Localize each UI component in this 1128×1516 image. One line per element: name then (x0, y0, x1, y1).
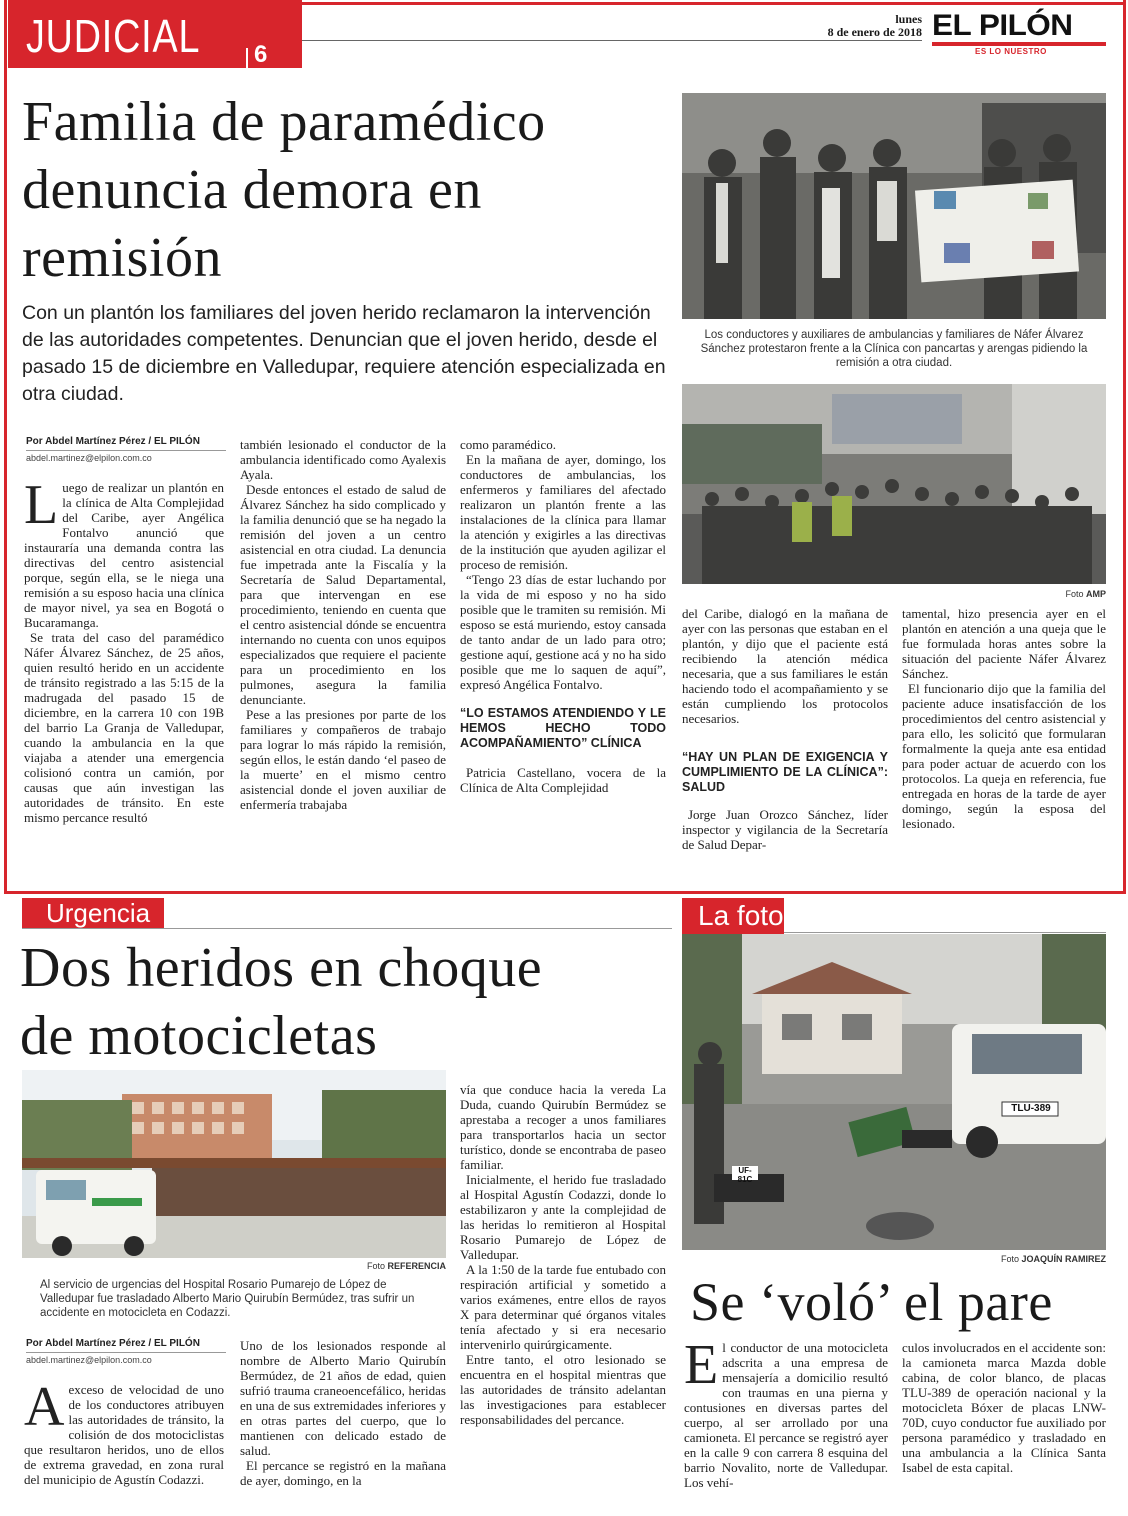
main-headline (22, 88, 672, 292)
second-col3-p3: A la 1:50 de la tarde fue entubado con respiración artificial y sometido a varios exámenes, entre ellos de rayos X para determinar qué órganos vitales tenía afectado y si era necesario intervenirlo quirúrgicamente. (460, 1262, 666, 1352)
section-tag-la-foto: La foto (682, 898, 784, 934)
main-col1-p2: Se trata del caso del paramédico Náfer Álvarez Sánchez, de 25 años, quien resultó herido en un accidente de tránsito registrado a las 5:15 de la madrugada del pasado 15 de diciembre, en la carrera 10 con 19B del barrio La Granja de Valledupar, cuando la ambulancia en la que viajaba a atender una emergencia colisionó contra un camión, por causas que aún investigan las autoridades de tránsito. En este mismo percance resultó (24, 630, 224, 825)
moto-plate: UF-81C (737, 1166, 753, 1184)
dropcap-l: L (24, 474, 59, 536)
main-col-3 (460, 437, 666, 795)
second-col-1 (24, 1376, 224, 1487)
second-headline-line-1: Dos heridos en choque (20, 937, 543, 999)
credit-name: AMP (1086, 589, 1106, 599)
credit-label: Foto (366, 1261, 385, 1271)
protest-photo-caption: Los conductores y auxiliares de ambulancias y familiares de Náfer Álvarez Sánchez protestaron frente a la Clínica con pancartas y arengas pidiendo la remisión a otra ciudad. (700, 329, 1088, 369)
main-deck: Con un plantón los familiares del joven herido reclamaron la intervención de las autoridades competentes. Denuncian que el joven herido, desde el pasado 15 de diciembre en Valledupar, requiere atención especializada en otra ciudad. (22, 302, 666, 405)
second-col3-p1: vía que conduce hacia la vereda La Duda, cuando Quirubín Bermúdez se aprestaba a recoger a unos familiares para transportarlos hacia un sector turístico, donde se encontraba de paseo familiar. (460, 1082, 666, 1172)
newspaper-logo: EL PILÓN (932, 9, 1073, 42)
main-headline-line-2: denuncia demora en (22, 159, 482, 221)
main-headline-line-1: Familia de paramédico (22, 91, 546, 153)
main-col3-p3: “Tengo 23 días de estar luchando por la vida de mi esposo y no ha sido posible que le tramiten su remisión. Mi esposo se está muriendo, estoy cansada de tanto andar de un lado para otro; gestione aquí, gestione acá y no ha sido posible que me lo saquen de aquí”, expresó Angélica Fontalvo. (460, 572, 666, 692)
main-email: abdel.martinez@elpilon.com.co (26, 450, 226, 463)
second-headline-line-2: de motocicletas (20, 1005, 378, 1067)
second-col3-p2: Inicialmente, el herido fue trasladado al Hospital Agustín Codazzi, donde lo estabilizaron y ante la complejidad de las heridas lo remitieron al Hospital Rosario Pumarejo de López de Valledupar. (460, 1172, 666, 1262)
header-date: 8 de enero de 2018 (827, 25, 922, 39)
protest-photo (682, 93, 1106, 319)
main-col3-p4: Patricia Castellano, vocera de la Clínica de Alta Complejidad (460, 765, 666, 795)
second-col-3 (460, 1082, 666, 1427)
main-col1-p1: uego de realizar un plantón en la clínica de Alta Complejidad del Caribe, ayer Angélica Fontalvo anunció que instauraría una demanda contra las directivas del centro asistencial porque, según ella, se le niega una remisión a su esposo hacia una clínica de mayor nivel, ya sea en Bogotá o Bucaramanga. (24, 480, 224, 630)
accident-photo (682, 934, 1106, 1250)
third-col-1 (684, 1334, 888, 1490)
header-day: lunes (895, 12, 922, 26)
credit-label: Foto (1065, 589, 1084, 599)
hospital-photo (22, 1070, 446, 1258)
main-col2-p1: también lesionado el conductor de la ambulancia identificado como Ayalexis Ayala. (240, 437, 446, 482)
second-email: abdel.martinez@elpilon.com.co (26, 1352, 226, 1365)
credit-name: REFERENCIA (387, 1261, 446, 1271)
credit-label: Foto (1000, 1254, 1019, 1264)
main-col2-p3: Pese a las presiones por parte de los familiares y compañeros de trabajo para lograr lo más rápido la remisión, según ellos, le están dando ‘el paseo de la muerte’ en el mismo centro asistencial donde el joven auxiliar de enfermería trabajaba (240, 707, 446, 812)
credit-name: JOAQUÍN RAMIREZ (1021, 1254, 1106, 1264)
main-headline-line-3: remisión (22, 227, 222, 289)
main-col4-p2: Jorge Juan Orozco Sánchez, líder inspector y vigilancia de la Secretaría de Salud Depar- (682, 807, 888, 852)
second-col2-p1: Uno de los lesionados responde al nombre de Alberto Mario Quirubín Bermúdez, de 21 años de edad, quien sufrió trauma craneoencefálico, heridas en una de sus extremidades inferiores y en otras partes del cuerpo, que lo mantienen con delicado estado de salud. (240, 1338, 446, 1458)
main-col3-p1: como paramédico. (460, 437, 557, 452)
dropcap-e: E (684, 1334, 719, 1396)
main-col-4 (682, 606, 888, 852)
main-col3-p2: En la mañana de ayer, domingo, los conductores de ambulancias, los enfermeros y familiares del afectado realizaron un plantón frente a las instalaciones de la clínica para llamar la atención y exigirles a las directivas de la institución que ayuden agilizar el proceso de remisión. (460, 452, 666, 572)
accident-photo-credit (880, 1254, 1106, 1264)
third-col1-p1: l conductor de una motocicleta adscrita a una empresa de mensajería a domicilio resultó con traumas en una pierna y contusiones en diversas partes del cuerpo, al ser arrollado por una camioneta. El percance se registró ayer en la calle 9 con carrera 8 esquina del barrio Novalito, norte de Valledupar. Los vehí- (684, 1340, 888, 1490)
hospital-photo-credit (246, 1261, 446, 1271)
main-byline: Por Abdel Martínez Pérez / EL PILÓN (26, 436, 200, 447)
main-col-2 (240, 437, 446, 812)
section-tag-urgencia: Urgencia (22, 898, 164, 928)
crowd-photo-credit (900, 589, 1106, 599)
third-col-2 (902, 1340, 1106, 1475)
second-col1-p1: exceso de velocidad de uno de los conductores atribuyen las autoridades de tránsito, la colisión de dos motociclistas que resultaron heridos, uno de ellos de extrema gravedad, en zona rural del municipio de Agustín Codazzi. (24, 1382, 224, 1487)
logo-tagline: ES LO NUESTRO (975, 47, 1047, 56)
second-rule (22, 928, 672, 929)
hospital-photo-caption: Al servicio de urgencias del Hospital Rosario Pumarejo de López de Valledupar fue trasladado Alberto Mario Quirubín Bermúdez, tras sufrir un accidente en motocicleta en Codazzi. (40, 1279, 415, 1319)
main-col5-p1: tamental, hizo presencia ayer en el plantón en atención a una queja que le fue formulada horas antes sobre la situación del paciente Náfer Álvarez Sánchez. (902, 606, 1106, 681)
main-subhead-salud: “HAY UN PLAN DE EXIGENCIA Y CUMPLIMIENTO DE LA CLÍNICA”: SALUD (682, 750, 888, 794)
second-col-2 (240, 1338, 446, 1488)
second-col2-p2: El percance se registró en la mañana de ayer, domingo, en la (240, 1458, 446, 1488)
third-headline: Se ‘voló’ el pare (690, 1272, 1053, 1332)
third-rule (784, 932, 1106, 933)
main-col-1 (24, 474, 224, 825)
main-subhead-clinica: “LO ESTAMOS ATENDIENDO Y LE HEMOS HECHO TODO ACOMPAÑAMIENTO” CLÍNICA (460, 706, 666, 750)
section-title: JUDICIAL (26, 10, 201, 62)
second-col3-p4: Entre tanto, el otro lesionado se encuentra en el hospital mientras que las autoridades de tránsito adelantan las investigaciones para establecer responsabilidades del percance. (460, 1352, 666, 1427)
main-col5-p2: El funcionario dijo que la familia del paciente aduce insatisfacción de los procedimientos del centro asistencial y para ello, les solicitó que formularan formalmente la queja ante esa entidad para poder actuar de acuerdo con los protocolos. La queja en referencia, fue entregada en horas de la tarde de ayer domingo, según la esposa del lesionado. (902, 681, 1106, 831)
main-col2-p2: Desde entonces el estado de salud de Álvarez Sánchez ha sido complicado y la familia denunció que se ha negado la remisión del joven a un centro asistencial en otra ciudad. La denuncia fue impetrada ante la Fiscalía y la Secretaría de Salud Departamental, para que intervengan en ese procedimiento, teniendo en cuenta que el centro asistencial dónde se encuentra internando no cuenta con unos equipos especializados que requiere el paciente para un procedimiento en los pulmones, asegura la familia denunciante. (240, 482, 446, 707)
car-plate: TLU-389 (1011, 1103, 1051, 1114)
main-col4-p1: del Caribe, dialogó en la mañana de ayer con las personas que estaban en el plantón, y dijo que el paciente está recibiendo la atención médica necesaria, que a sus familiares le están haciendo todo el acompañamiento y se están cumpliendo los protocolos necesarios. (682, 606, 888, 726)
main-col-5 (902, 606, 1106, 831)
main-story-frame-top (302, 2, 1126, 5)
dropcap-a: A (24, 1376, 65, 1438)
page-number: 6 (254, 41, 268, 68)
third-col2-p1: culos involucrados en el accidente son: la camioneta marca Mazda doble cabina, de color blanco, de placas TLU-389 de operación nacional y la motocicleta Bóxer de placas LNW-70D, cuyo conductor fue auxiliado por persona paramédico y trasladado en una ambulancia a la Clínica Santa Isabel de esta capital. (902, 1340, 1106, 1475)
crowd-photo (682, 384, 1106, 584)
second-headline (20, 934, 675, 1070)
second-byline: Por Abdel Martínez Pérez / EL PILÓN (26, 1338, 200, 1349)
